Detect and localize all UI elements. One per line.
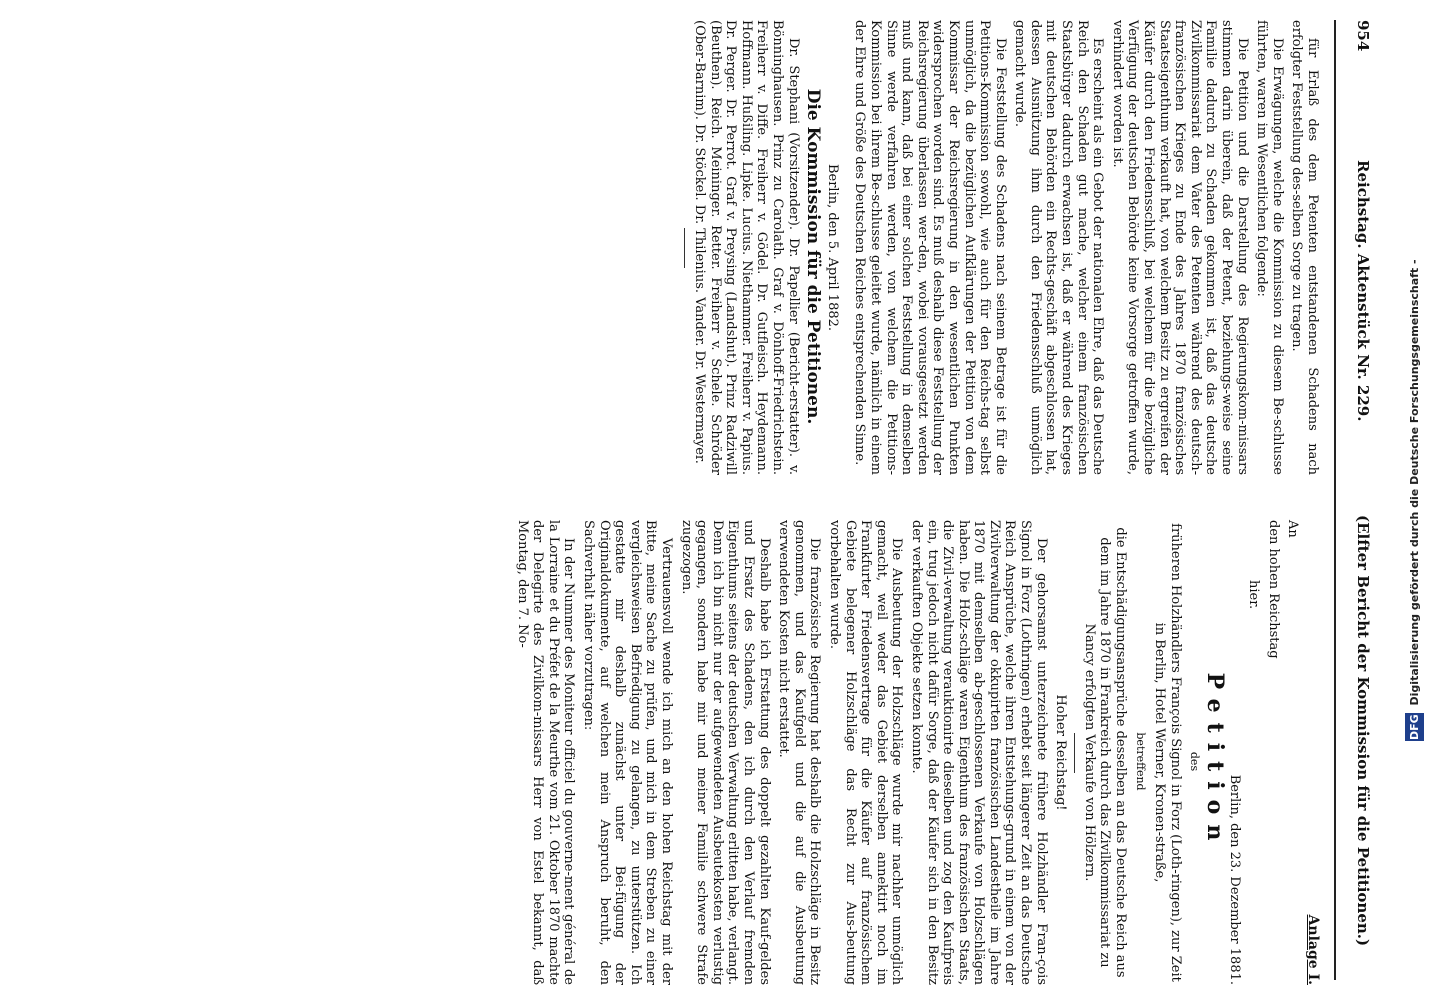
funding-note-text: Digitalisierung gefördert durch die Deutsche Forschungsgemeinschaft -	[1408, 259, 1421, 706]
letter-date: Berlin, den 23. Dezember 1881.	[1226, 774, 1242, 985]
header-right: (Elfter Bericht der Kommission für die Petitionen.)	[1354, 515, 1372, 947]
paragraph: Die Petition und die Darstellung des Regierungskom-missars stimmen darin überein, daß der Petent, beziehungs-weise seine Familie dadurch zu Schaden gekommen ist, daß das deutsche Zivilkommissariat dem Vater des Petenten während des deutsch-französischen Krieges zu Ende des Jahres 1870 französisches Staatseigenthum verkauft hat, von welchem Besitz zu ergreifen der Käufer durch den Friedensschluß, bei welchem für die bezügliche Verfügung der deutschen Behörde keine Vorsorge getroffen wurde, verhindert worden ist.	[1109, 20, 1250, 475]
anlage-label: Anlage I.	[1305, 914, 1321, 985]
paragraph: In der Nummer des Moniteur officiel du gouverne-ment général de la Lorraine et du Préfet de la Meurthe vom 21. Oktober 1870 machte der Delegirte des Zivilkom-missars Herr von Estel bekannt, daß Montag, den 7. No-	[514, 520, 577, 985]
addressee-line: An	[1285, 520, 1301, 538]
paragraph: Die Feststellung des Schadens nach seinem Betrage ist für die Petitions-Kommission sowohl, wie auch für den Reichs-tag selbst unmöglich, da die bezüglichen Aufklärungen der Petition von dem Kommissar der Reichsregierung in den wesentlichen Punkten widersprochen worden sind. Es muß deshalb diese Feststellung der Reichsregierung überlassen wer-den, wobei vorausgesetzt werden muß und kann, daß bei einer solchen Feststellung in demselben Sinne werde verfahren werden, von welchem die Petitions-Kommission bei ihrem Be-schlusse geleitet wurde, nämlich in einem der Ehre und Größe des Deutschen Reiches entsprechenden Sinne.	[852, 20, 1008, 475]
commission-title: Die Kommission für die Petitionen.	[803, 88, 824, 425]
header-left: Reichstag. Aktenstück Nr. 229.	[1354, 160, 1372, 422]
paragraph: Es erscheint als ein Gebot der nationalen Ehre, daß das Deutsche Reich den Schaden gut mache, welcher einem französischen Staatsbürger dadurch erwachsen ist, daß er während des Krieges mit deutschen Behörden ein Rechts-geschäft abgeschlossen hat, dessen Ausnützung ihm durch den Friedensschluß unmöglich gemacht wurde.	[1012, 20, 1106, 475]
addressee-line: hier.	[1246, 580, 1262, 610]
paragraph: Vertrauensvoll wende ich mich an den hohen Reichstag mit der Bitte, meine Sache zu prüfen, und mich in dem Streben zu einer vergleichsweisen Befriedigung zu gelangen, zu unterstützen. Ich gestatte mir deshalb zunächst unter Bei-fügung der Originaldokumente, auf welchen mein Anspruch beruht, den Sachverhalt näher vorzutragen:	[581, 520, 675, 985]
left-column	[678, 20, 1320, 475]
running-header	[1340, 20, 1380, 990]
header-rule	[1334, 20, 1336, 980]
member-list: Dr. Stephani (Vorsitzender). Dr. Papellier (Bericht-erstatter). v. Bönninghausen. Prinz zu Carolath. Graf v. Dönhoff-Friedrichstein. Freiherr v. Diffe. Freiherr v. Gödel. Dr. Gutfleisch. Heydemann. Hoffmann. Hußiling. Lipke. Lucius. Niethammer. Freiherr v. Papius. Dr. Perger. Dr. Perrot. Graf v. Preysing (Landshut). Prinz Radziwill (Beuthen). Reich. Meininger. Retter. Freiherr v. Schele. Schröder (Ober-Barnim). Dr. Stöckel. Dr. Thilenius. Vander. Dr. Westermayer.	[692, 20, 801, 475]
paragraph: Die Ausbeutung der Holzschläge wurde mir nachher unmöglich gemacht, weil weder das Gebiet derselben annektirt noch im Frankfurter Friedensvertrage für die Käufer auf französischem Gebiete belegener Holzschläge das Recht zur Aus-beutung vorbehalten wurde.	[826, 520, 905, 985]
funding-note	[1405, 10, 1427, 990]
paragraph: Die französische Regierung hat deshalb die Holzschläge in Besitz genommen, und das Kaufgeld und die auf die Ausbeutung verwendeten Kosten nicht erstattet.	[776, 520, 823, 985]
salutation: Hoher Reichstag!	[1053, 694, 1069, 811]
paragraph: Die Erwägungen, welche die Kommission zu diesem Be-schlusse führten, waren im Wesentlichen folgende:	[1254, 20, 1285, 475]
page-number: 954	[1354, 20, 1372, 52]
petitioner: früheren Holzhändlers François Signol in Forz (Loth-ringen), zur Zeit in Berlin, Hotel Werner, Kronen-straße,	[1152, 523, 1183, 982]
divider	[1074, 733, 1075, 773]
paragraph: Der gehorsamst unterzeichnete frühere Holzhändler Fran-çois Signol in Forz (Lothringen) erhebt seit längerer Zeit an das Deutsche Reich Ansprüche, welche ihren Entstehungs-grund in einem von der Zivilverwaltung der okkupirten französischen Landestheile im Jahre 1870 mit demselben ab-geschlossenen Verkaufe von Holzschlägen haben. Die Holz-schläge waren Eigenthum des französischen Staats, die Zivil-verwaltung verauktionirte dieselben und zog den Kaufpreis ein, trug jedoch nicht dafür Sorge, daß der Käufer sich in den Besitz der verkauften Objekte setzen konnte.	[908, 520, 1049, 985]
petition-heading: Petition	[1202, 672, 1229, 851]
betreffend-label: betreffend	[1133, 732, 1147, 791]
petition-subject: die Entschädigungsansprüche desselben an das Deutsche Reich aus dem im Jahre 1870 in Frankreich durch das Zivilkommissariat zu Nancy erfolgten Verkaufe von Hölzern.	[1081, 527, 1129, 978]
date-line: Berlin, den 5. April 1882.	[824, 163, 840, 332]
paragraph: für Erlaß des dem Petenten entstandenen Schadens nach erfolgter Feststellung des-selben Sorge zu tragen.	[1289, 20, 1320, 475]
divider	[684, 228, 685, 268]
dfg-logo: DFG	[1405, 713, 1424, 741]
addressee-line: den hohen Reichstag	[1265, 520, 1281, 659]
document-sheet	[20, 20, 1380, 990]
right-column	[510, 520, 1320, 985]
paragraph: Deshalb habe ich Erstattung des doppelt gezahlten Kauf-geldes und Ersatz des Schadens, den ich durch den Verlauf fremden Eigenthums seitens der deutschen Verwaltung erlitten habe, verlangt. Denn ich bin nicht nur der aufgewendeten Ausbeutekosten verlustig gegangen, sondern habe mir und meiner Familie schwere Strafe zugezogen.	[678, 520, 772, 985]
des-label: des	[1188, 751, 1202, 772]
